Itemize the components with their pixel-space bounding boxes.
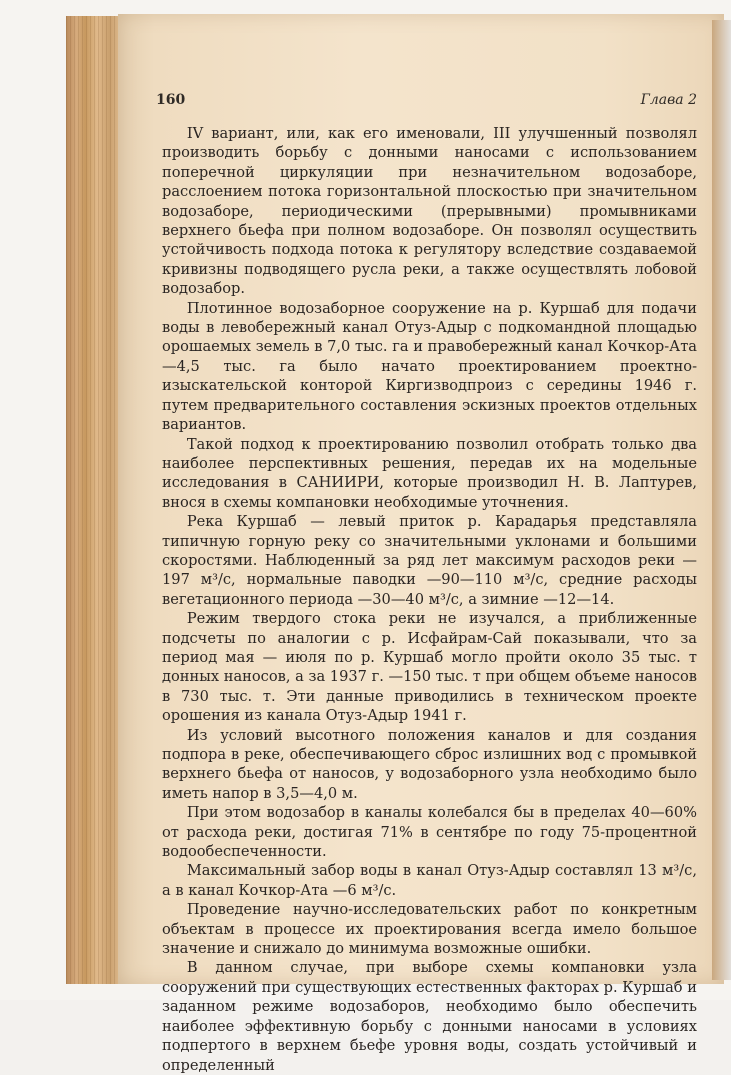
paragraph: Река Куршаб — левый приток р. Карадарья представляла типичную горную реку со значительными уклонами и большими скоростями. Наблюденный за ряд лет максимум расходов реки — 197 м³/с, нормальные паводки —90—110 м³/с, средние расходы вегетационного периода —30—40 м³/с, а зимние —12—14. xyxy=(162,513,697,608)
book-page-edges xyxy=(66,16,126,984)
paragraph: Максимальный забор воды в канал Отуз-Адыр составлял 13 м³/с, а в канал Кочкор-Ата —6 м³/с. xyxy=(162,862,697,899)
paragraph: Плотинное водозаборное сооружение на р. Куршаб для подачи воды в левобережный канал Отуз-Адыр с подкомандной площадью орошаемых земель в 7,0 тыс. га и правобережный канал Кочкор-Ата —4,5 тыс. га было начато проектированием проектно-изыскательской конторой Киргизводпроиз с середины 1946 г. путем предварительного составления эскизных проектов отдельных вариантов. xyxy=(162,299,697,434)
page-number: 160 xyxy=(156,92,186,108)
body-text xyxy=(162,124,697,1075)
paragraph: Из условий высотного положения каналов и для создания подпора в реке, обеспечивающего сброс излишних вод с промывкой верхнего бьефа от наносов, у водозаборного узла необходимо было иметь напор в 3,5—4,0 м. xyxy=(162,726,697,802)
paragraph: В данном случае, при выборе схемы компановки узла сооружений при существующих естественных факторах р. Куршаб и заданном режиме водозаборов, необходимо было обеспечить наиболее эффективную борьбу с донными наносами в условиях подпертого в верхнем бьефе уровня воды, создать устойчивый и определенный xyxy=(162,959,697,1074)
paragraph: Проведение научно-исследовательских работ по конкретным объектам в процессе их проектирования всегда имело большое значение и снижало до минимума возможные ошибки. xyxy=(162,901,697,958)
chapter-title: Глава 2 xyxy=(640,92,697,108)
paragraph: Режим твердого стока реки не изучался, а приближенные подсчеты по аналогии с р. Исфайрам-Сай показывали, что за период мая — июля по р. Куршаб могло пройти около 35 тыс. т донных наносов, а за 1937 г. —150 тыс. т при общем объеме наносов в 730 тыс. т. Эти данные приводились в техническом проекте орошения из канала Отуз-Адыр 1941 г. xyxy=(162,610,697,725)
paragraph: При этом водозабор в каналы колебался бы в пределах 40—60% от расхода реки, достигая 71% в сентябре по году 75-процентной водообеспеченности. xyxy=(162,804,697,861)
paragraph: Такой подход к проектированию позволил отобрать только два наиболее перспективных решения, передав их на модельные исследования в САНИИРИ, которые производил Н. В. Лаптурев, внося в схемы компановки необходимые уточнения. xyxy=(162,435,697,511)
page-header xyxy=(156,92,697,112)
book-spine-strip xyxy=(712,20,731,980)
paragraph: IV вариант, или, как его именовали, III улучшенный позволял производить борьбу с донными наносами с использованием поперечной циркуляции при незначительном водозаборе, расслоением потока горизонтальной плоскостью при значительном водозаборе, периодическими (прерывными) промывниками верхнего бьефа при полном водозаборе. Он позволял осуществить устойчивость подхода потока к регулятору вследствие создаваемой кривизны подводящего русла реки, а также осуществлять лобовой водозабор. xyxy=(162,125,697,298)
